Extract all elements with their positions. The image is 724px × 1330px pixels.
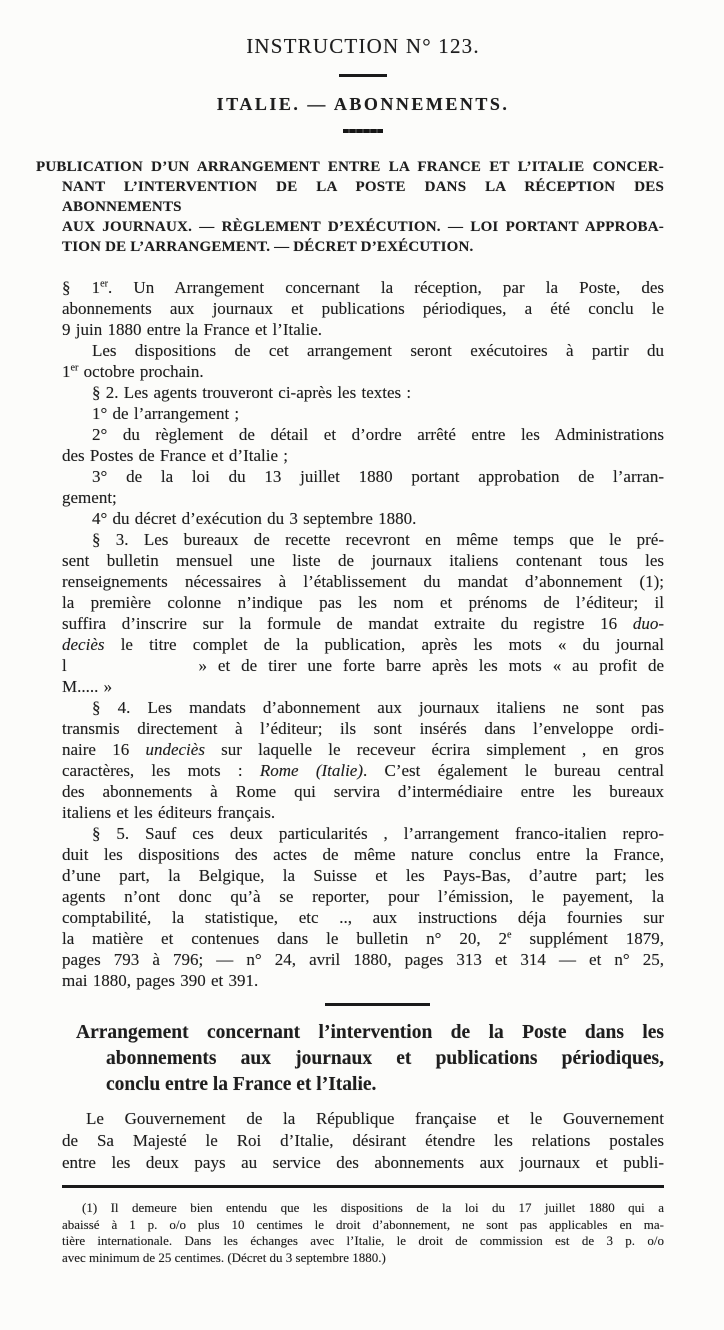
text-line: § 4. Les mandats d’abonnement aux journaux italiens ne sont pas: [92, 698, 664, 717]
paragraph: [62, 340, 664, 382]
text-line: § 2. Les agents trouveront ci-après les textes :: [92, 383, 412, 402]
text-line: la première colonne n’indique pas les nom et prénoms de l’éditeur; il: [62, 593, 664, 612]
text-line: Le Gouvernement de la République française et le Gouvernement: [86, 1109, 664, 1128]
text-line: italiens et les éditeurs français.: [62, 803, 276, 822]
text-line: avec minimum de 25 centimes. (Décret du 3 septembre 1880.): [62, 1249, 386, 1265]
arrangement-heading: [62, 1020, 664, 1098]
text-line: sent bulletin mensuel une liste de journaux italiens contenant tous les: [62, 551, 664, 570]
text-line: transmis directement à l’éditeur; ils sont insérés dans l’enveloppe ordi-: [62, 719, 664, 738]
text-line: comptabilité, la statistique, etc .., aux instructions déja fournies sur: [62, 908, 664, 927]
text-line: conclu entre la France et l’Italie.: [106, 1074, 377, 1095]
text-line: pages 793 à 796; — n° 24, avril 1880, pages 313 et 314 — et n° 25,: [62, 950, 664, 969]
text-line: § 5. Sauf ces deux particularités , l’arrangement franco-italien repro-: [92, 824, 664, 843]
text-line: caractères, les mots : Rome (Italie). C’est également le bureau central: [62, 761, 665, 780]
paragraph: [62, 403, 664, 424]
text-line: des Postes de France et d’Italie ;: [62, 446, 288, 465]
text-line: 2° du règlement de détail et d’ordre arrêté entre les Administrations: [92, 425, 664, 444]
text-line: 1° de l’arrangement ;: [92, 404, 240, 423]
title-divider: [339, 74, 387, 77]
section-divider: [343, 129, 383, 133]
paragraph: [62, 382, 664, 403]
text-line: 4° du décret d’exécution du 3 septembre 1880.: [92, 509, 417, 528]
text-line: l » et de tirer une forte barre après les mots « au profit de: [62, 656, 664, 675]
paragraph: [62, 424, 664, 466]
text-line: 3° de la loi du 13 juillet 1880 portant approbation de l’arran-: [92, 467, 664, 486]
paragraph: [62, 823, 664, 991]
text-line: NANT L’INTERVENTION DE LA POSTE DANS LA RÉCEPTION DES ABONNEMENTS: [62, 179, 664, 215]
text-line: M..... »: [62, 677, 113, 696]
text-line: TION DE L’ARRANGEMENT. — DÉCRET D’EXÉCUTION.: [62, 239, 474, 255]
text-line: entre les deux pays au service des abonnements aux journaux et publi-: [62, 1153, 664, 1172]
text-line: Les dispositions de cet arrangement seront exécutoires à partir du: [92, 341, 664, 360]
text-line: naire 16 undeciès sur laquelle le receveur écrira simplement , en gros: [62, 740, 664, 759]
text-line: gement;: [62, 488, 117, 507]
footnote-divider: [62, 1185, 664, 1188]
summary-block: [36, 157, 664, 257]
text-line: de Sa Majesté le Roi d’Italie, désirant étendre les relations postales: [62, 1131, 664, 1150]
text-line: (1) Il demeure bien entendu que les dispositions de la loi du 17 juillet 1880 qui a: [82, 1200, 664, 1215]
text-line: des abonnements à Rome qui servira d’intermédiaire entre les bureaux: [62, 782, 664, 801]
text-line: la matière et contenues dans le bulletin n° 20, 2e supplément 1879,: [62, 929, 664, 948]
text-line: PUBLICATION D’UN ARRANGEMENT ENTRE LA FRANCE ET L’ITALIE CONCER-: [36, 159, 664, 175]
text-line: duit les dispositions des actes de même nature conclus entre la France,: [62, 845, 664, 864]
text-line: d’une part, la Belgique, la Suisse et les Pays-Bas, d’autre part; les: [62, 866, 664, 885]
paragraph: [62, 529, 664, 697]
text-line: 1er octobre prochain.: [62, 362, 204, 381]
text-line: agents n’ont donc qu’à se reporter, pour l’émission, le payement, la: [62, 887, 664, 906]
text-line: abonnements aux journaux et publications périodiques, a été conclu le: [62, 299, 664, 318]
text-line: § 3. Les bureaux de recette recevront en même temps que le pré-: [92, 530, 664, 549]
text-line: § 1er. Un Arrangement concernant la réception, par la Poste, des: [62, 278, 664, 297]
paragraph: [62, 508, 664, 529]
text-line: abonnements aux journaux et publications périodiques,: [106, 1048, 664, 1069]
paragraph: [62, 1108, 664, 1174]
footnote-block: [62, 1200, 664, 1266]
paragraph: [36, 157, 664, 257]
paragraph: [62, 277, 664, 340]
text-line: deciès le titre complet de la publication, après les mots « du journal: [62, 635, 664, 654]
page-title: INSTRUCTION N° 123.: [246, 34, 480, 58]
text-line: AUX JOURNAUX. — RÈGLEMENT D’EXÉCUTION. — LOI PORTANT APPROBA-: [62, 219, 664, 235]
paragraph: [62, 697, 664, 823]
section-title: ITALIE. — ABONNEMENTS.: [216, 94, 510, 114]
text-line: Arrangement concernant l’intervention de la Poste dans les: [76, 1022, 664, 1043]
closing-divider: [325, 1003, 430, 1006]
paragraph: [62, 1020, 664, 1098]
text-line: renseignements nécessaires à l’établissement du mandat d’abonnement (1);: [62, 572, 664, 591]
text-line: tière internationale. Dans les échanges avec l’Italie, le droit de commission est de 3 p. o/o: [62, 1233, 664, 1248]
text-line: mai 1880, pages 390 et 391.: [62, 971, 259, 990]
paragraph: [62, 466, 664, 508]
paragraph: [62, 1200, 664, 1266]
text-line: suffira d’inscrire sur la formule de mandat extraite du registre 16 duo-: [62, 614, 664, 633]
body-text-block: [62, 277, 664, 991]
text-line: abaissé à 1 p. o/o plus 10 centimes le droit d’abonnement, ne sont pas applicables en ma-: [62, 1216, 664, 1232]
text-line: 9 juin 1880 entre la France et l’Italie.: [62, 320, 323, 339]
lead-paragraph: [62, 1108, 664, 1174]
